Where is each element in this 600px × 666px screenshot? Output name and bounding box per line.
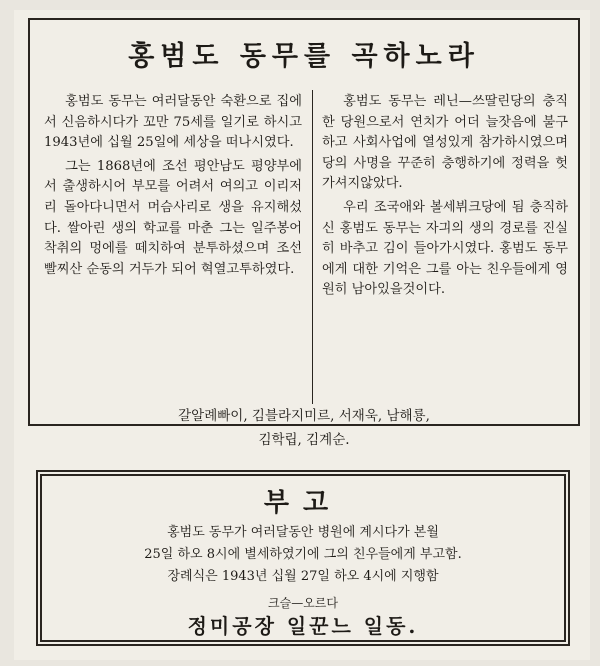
obituary-right-column — [322, 92, 568, 304]
committee-line: 갈알례빠이, 김블라지미르, 서재욱, 남해룡, — [178, 408, 430, 424]
paragraph: 그는 1868년에 조선 평안남도 평양부에서 출생하시어 부모를 어려서 여의고 이리저리 돌아다니면서 머슴사리로 생을 유지해섰다. 쌀아린 생의 학교를 마춘 그는 일주봉어 착취의 멍에를 떼치하여 분투하셨으며 조선 빨찌산 순동의 거두가 되어 혁열고투하였다. — [44, 158, 302, 277]
paragraph: 우리 조국애와 볼세뷔크당에 됨 충직하신 홍범도 동무는 자긔의 생의 경로를 진실히 바추고 김이 들아가시였다. 홍범도 동무에게 대한 기억은 그를 아는 친우들에게 영원히 남아있을것이다. — [322, 199, 568, 298]
funeral-notice — [36, 470, 570, 646]
column-divider — [312, 90, 313, 404]
notice-signature: 정미공장 일꾼느 일동. — [187, 614, 419, 638]
notice-line: 장례식은 1943년 십월 27일 하오 4시에 지행함 — [167, 569, 439, 584]
obituary-title: 홍범도 동무를 곡하노라 — [128, 41, 480, 72]
notice-body — [60, 522, 546, 588]
paragraph: 홍범도 동무는 여러달동안 숙환으로 집에서 신음하시다가 꼬만 75세를 일기로 하시고 1943년에 십월 25일에 세상을 떠나시였다. — [44, 94, 302, 151]
notice-line: 홍범도 동무가 여러달동안 병원에 계시다가 본월 — [167, 525, 439, 540]
newspaper-page — [14, 10, 590, 660]
notice-line: 25일 하오 8시에 별세하였기에 그의 친우들에게 부고함. — [144, 547, 462, 562]
committee-line: 김학립, 김계순. — [258, 432, 350, 448]
obituary-left-column — [44, 92, 302, 283]
committee-names — [30, 404, 578, 452]
paragraph: 홍범도 동무는 레닌—쓰딸린당의 충직한 당원으로서 연치가 어더 늘잣음에 불구하고 사회사업에 열성있게 참가하시였으며 당의 사명을 꾸준히 충행하기에 정력을 헛가셔지않았다. — [322, 94, 568, 192]
notice-title: 부고 — [263, 488, 343, 518]
notice-sender-location: 크슬—오르다 — [268, 596, 338, 610]
obituary-frame — [28, 18, 580, 448]
